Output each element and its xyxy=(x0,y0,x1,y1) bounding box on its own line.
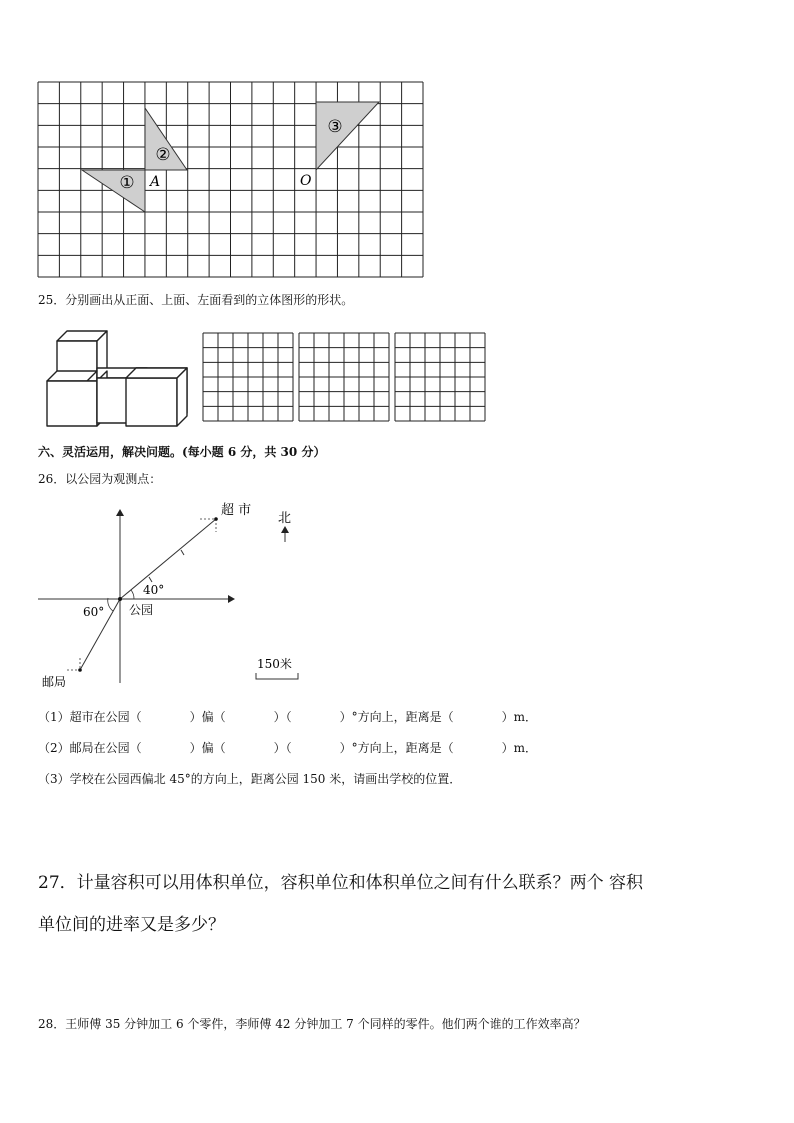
triangle-3 xyxy=(316,102,379,170)
post-office-label: 邮局 xyxy=(42,675,67,689)
cube-solid-figure xyxy=(40,328,200,430)
park-label: 公园 xyxy=(129,603,154,617)
q26-sub2: （2）邮局在公园（ ）偏（ ）（ ）°方向上，距离是（ ）m． xyxy=(38,741,538,755)
triangle-3-label: ③ xyxy=(327,117,343,137)
q26-sub3: （3）学校在公园西偏北 45°的方向上，距离公园 150 米，请画出学校的位置． xyxy=(38,772,462,786)
view-grid-left[interactable] xyxy=(393,331,487,423)
q27-line1: 27．计量容积可以用体积单位，容积单位和体积单位之间有什么联系？两个 容积 xyxy=(38,873,644,893)
q25-text: 25．分别画出从正面、上面、左面看到的立体图形的形状。 xyxy=(38,293,354,307)
angle-60-label: 60° xyxy=(83,605,105,619)
supermarket-ray xyxy=(120,519,216,599)
triangle-1-label: ① xyxy=(119,173,135,193)
supermarket-point xyxy=(214,517,218,521)
north-label: 北 xyxy=(278,511,292,526)
q28-text: 28．王师傅 35 分钟加工 6 个零件，李师傅 42 分钟加工 7 个同样的零件。他们两个谁的工作效率高？ xyxy=(38,1017,586,1031)
q26-sub1: （1）超市在公园（ ）偏（ ）（ ）°方向上，距离是（ ）m． xyxy=(38,710,538,724)
supermarket-label: 超 市 xyxy=(221,503,252,518)
direction-map xyxy=(36,498,326,693)
section-6-heading: 六、灵活运用，解决问题。(每小题 6 分，共 30 分） xyxy=(38,445,326,459)
scale-bar xyxy=(256,673,298,679)
q27-line2: 单位间的进率又是多少？ xyxy=(38,915,225,935)
translation-grid-figure xyxy=(36,80,426,280)
park-point xyxy=(118,597,122,601)
point-o-label: O xyxy=(300,173,312,189)
view-grid-front[interactable] xyxy=(201,331,295,423)
angle-40-label: 40° xyxy=(143,583,165,597)
triangle-2-label: ② xyxy=(155,145,171,165)
post-office-point xyxy=(78,668,82,672)
triangle-1 xyxy=(82,170,145,212)
view-grid-top[interactable] xyxy=(297,331,391,423)
q26-intro: 26．以公园为观测点： xyxy=(38,472,162,486)
point-a-label: A xyxy=(150,174,161,190)
scale-label: 150米 xyxy=(257,657,292,671)
